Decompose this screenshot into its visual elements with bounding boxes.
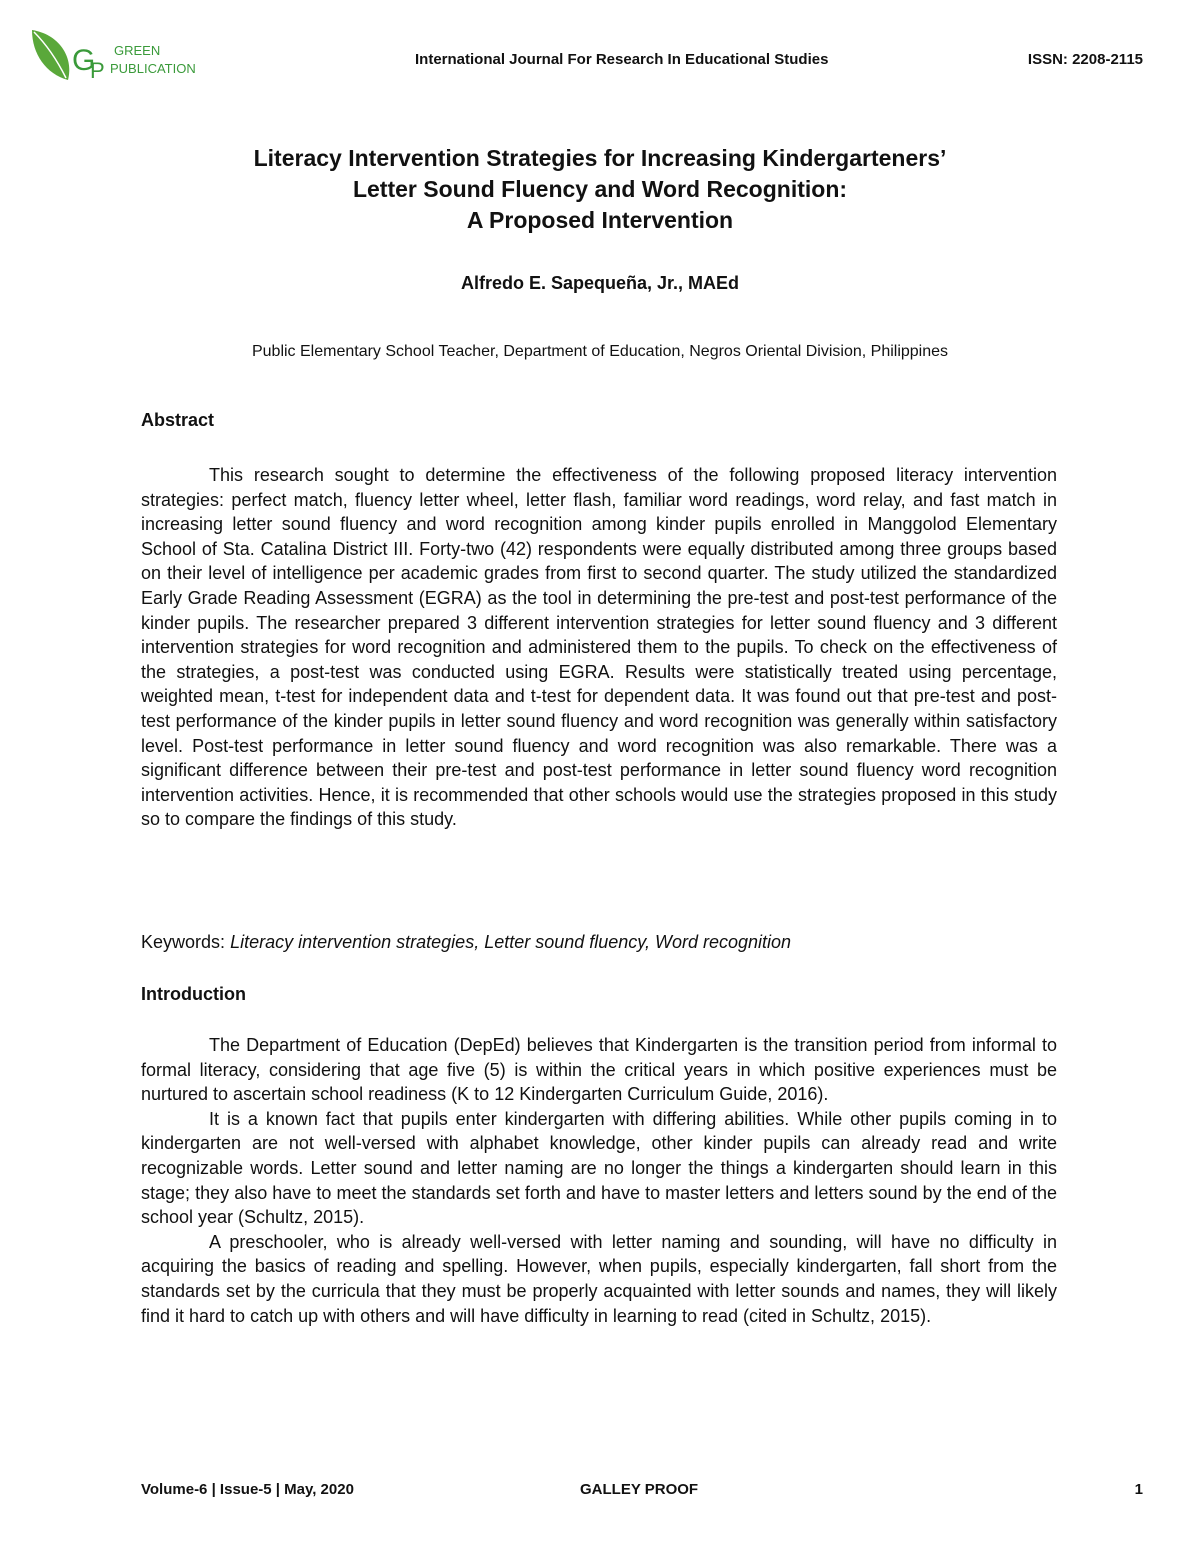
title-line-2: Letter Sound Fluency and Word Recognition: — [352, 176, 848, 202]
paper-title — [100, 143, 1100, 236]
introduction-heading: Introduction — [141, 984, 246, 1004]
keywords-label: Keywords: — [141, 932, 226, 952]
issn: ISSN: 2208-2115 — [1027, 51, 1143, 68]
abstract-text: This research sought to determine the effectiveness of the following proposed literacy intervention strategies: perfect match, fluency letter wheel, letter flash, familiar word readings, word relay, and fast match in increasing letter sound fluency and word recognition among kinder pupils enrolled in Manggolod Elementary School of Sta. Catalina District III. Forty-two (42) respondents were equally distributed among three groups based on their level of intelligence per academic grades from first to second quarter. The study utilized the standardized Early Grade Reading Assessment (EGRA) as the tool in determining the pre-test and post-test performance of the kinder pupils. The researcher prepared 3 different intervention strategies for letter sound fluency and 3 different intervention strategies for word recognition and administered them to the pupils. To check on the effectiveness of the strategies, a post-test was conducted using EGRA. Results were statistically treated using percentage, weighted mean, t-test for independent data and t-test for dependent data. It was found out that pre-test and post-test performance of the kinder pupils in letter sound fluency and word recognition was generally within satisfactory level. Post-test performance in letter sound fluency and word recognition was also remarkable. There was a significant difference between their pre-test and post-test performance in letter sound fluency word recognition intervention activities. Hence, it is recommended that other schools would use the strategies proposed in this study so to compare the findings of this study. — [141, 465, 1057, 830]
intro-paragraph-1: The Department of Education (DepEd) believes that Kindergarten is the transition period from informal to formal literacy, considering that age five (5) is within the critical years in which positive experiences must be nurtured to ascertain school readiness (K to 12 Kindergarten Curriculum Guide, 2016). — [141, 1035, 1057, 1105]
publisher-logo — [28, 26, 228, 86]
intro-paragraph-3: A preschooler, who is already well-versed with letter naming and sounding, will have no difficulty in acquiring the basics of reading and spelling. However, when pupils, especially kindergarten, fall short from the standards set by the curricula that they must be properly acquainted with letter sounds and names, they will likely find it hard to catch up with others and will have difficulty in learning to read (cited in Schultz, 2015). — [141, 1231, 1057, 1326]
introduction-body — [141, 1033, 1057, 1328]
footer-status: GALLEY PROOF — [580, 1481, 699, 1498]
footer-volume: Volume-6 | Issue-5 | May, 2020 — [141, 1481, 354, 1498]
page-number: 1 — [1134, 1481, 1143, 1498]
intro-paragraph-2: It is a known fact that pupils enter kindergarten with differing abilities. While other pupils coming in to kindergarten are not well-versed with alphabet knowledge, other kinder pupils can already read and write recognizable words. Letter sound and letter naming are no longer the things a kindergarten should learn in this stage; they also have to meet the standards set forth and have to master letters and letters sound by the end of the school year (Schultz, 2015). — [141, 1108, 1057, 1228]
svg-text:G: G — [72, 44, 96, 77]
title-line-3: A Proposed Intervention — [466, 207, 734, 233]
publisher-name-line2: PUBLICATION — [110, 61, 196, 76]
abstract-heading: Abstract — [141, 410, 215, 430]
svg-text:P: P — [90, 58, 105, 83]
publisher-name-line1: GREEN — [114, 43, 161, 58]
keywords — [141, 932, 791, 953]
title-line-1: Literacy Intervention Strategies for Increasing Kindergarteners’ — [253, 145, 947, 171]
author: Alfredo E. Sapequeña, Jr., MAEd — [460, 273, 740, 293]
green-leaf-logo-icon — [28, 26, 112, 86]
journal-title: International Journal For Research In Educational Studies — [415, 51, 829, 68]
keywords-value: Literacy intervention strategies, Letter sound fluency, Word recognition — [230, 932, 792, 952]
affiliation: Public Elementary School Teacher, Department of Education, Negros Oriental Division, Philippines — [251, 343, 949, 360]
abstract-body — [141, 463, 1057, 832]
